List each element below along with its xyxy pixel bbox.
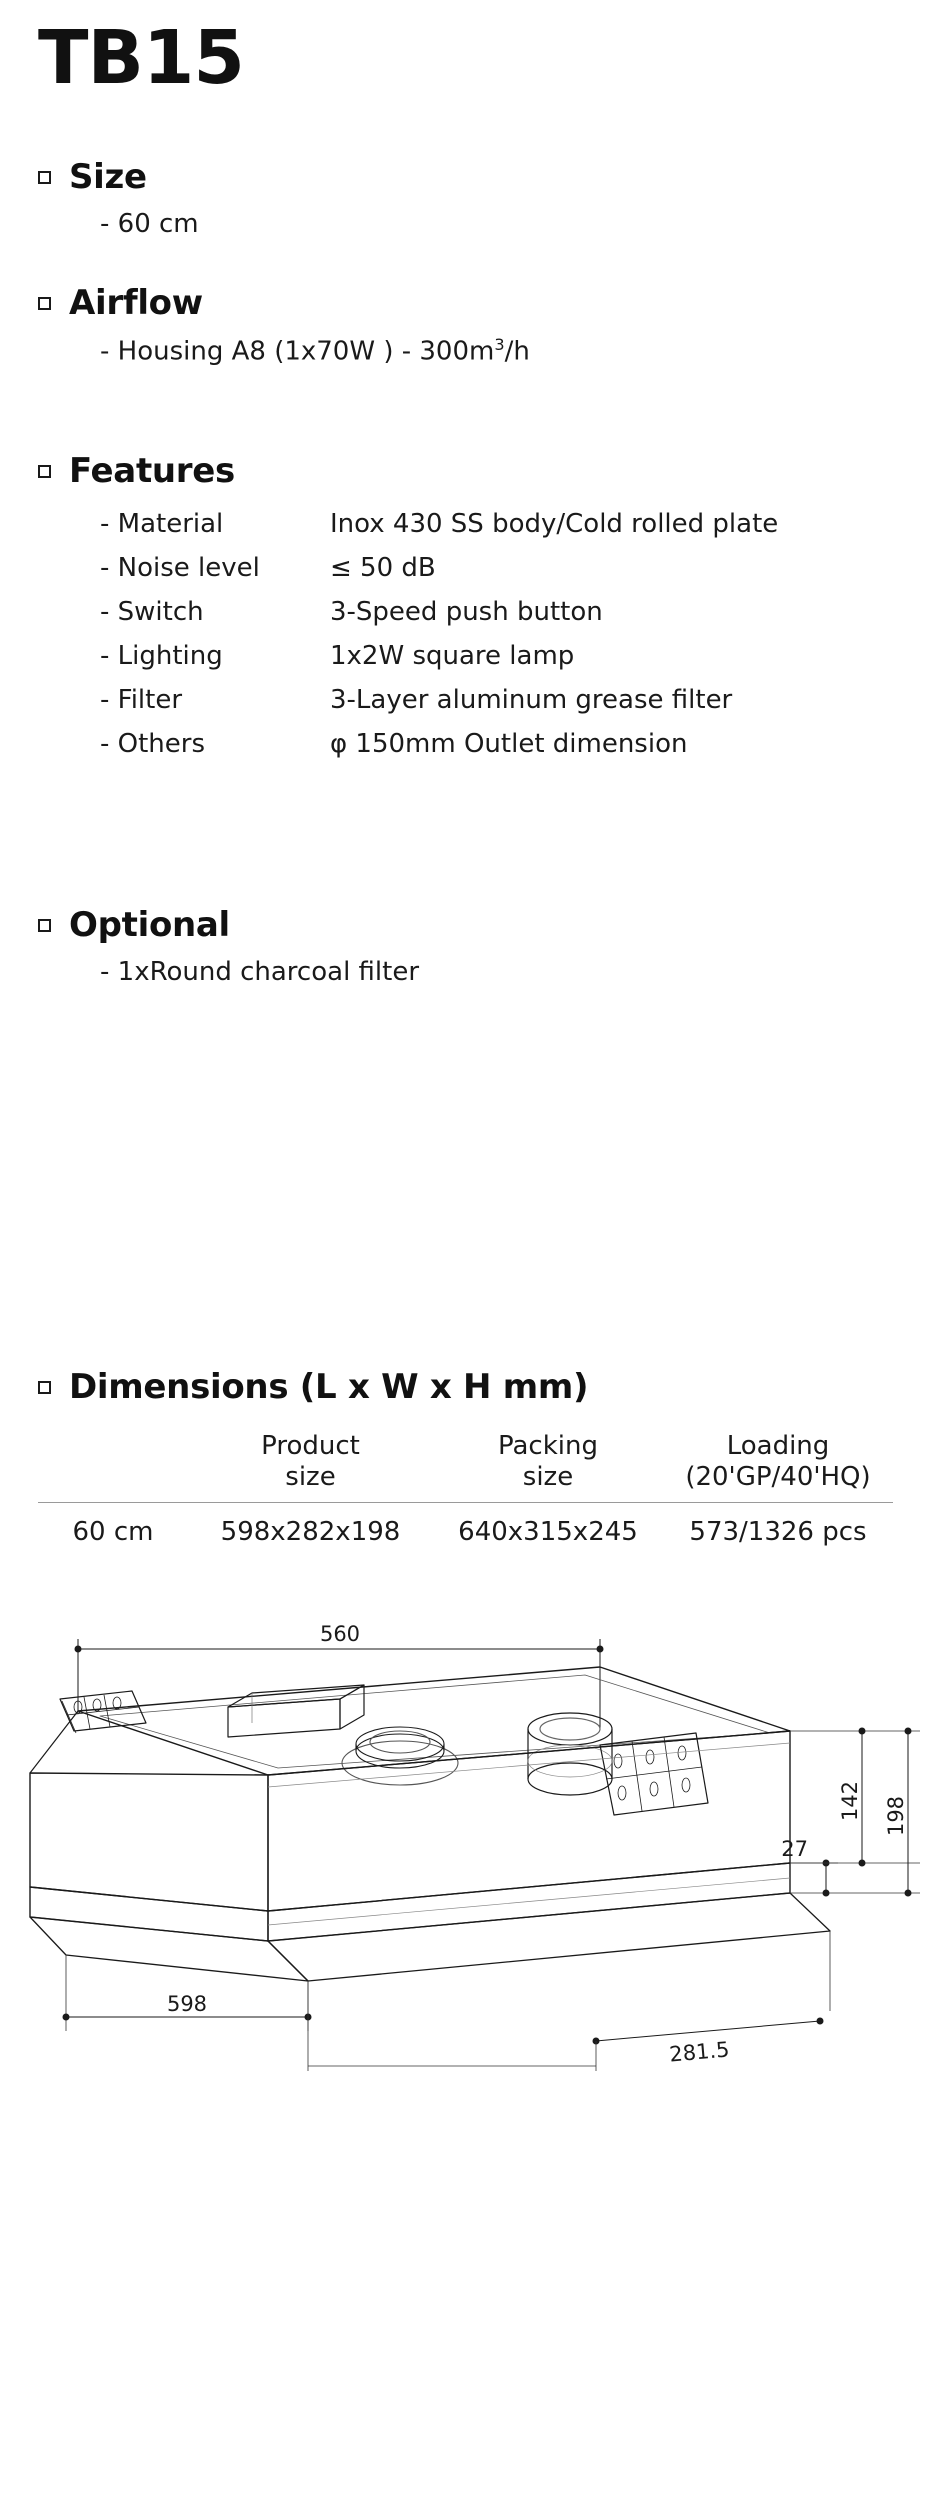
- dim-label-height-base: 27: [781, 1837, 808, 1862]
- feature-value: φ 150mm Outlet dimension: [330, 729, 688, 760]
- section-size-title: Size: [69, 157, 147, 198]
- section-airflow: [38, 283, 947, 367]
- cell-packing-size: 640x315x245: [458, 1517, 638, 1548]
- dim-label-bottom-width: 598: [166, 1992, 208, 2017]
- dim-label-top-width: 560: [319, 1622, 361, 1647]
- section-features-title: Features: [69, 451, 235, 492]
- table-row: [100, 641, 778, 685]
- technical-drawing: [0, 1611, 947, 2131]
- feature-key: - Others: [100, 729, 206, 760]
- feature-key: - Filter: [100, 685, 183, 716]
- column-header-product-size: [188, 1429, 433, 1503]
- feature-value: ≤ 50 dB: [330, 553, 436, 584]
- table-header-row: [38, 1429, 893, 1503]
- column-header-line1: Product: [261, 1431, 360, 1462]
- section-optional-value: - 1xRound charcoal filter: [100, 957, 420, 988]
- cell-product-size: 598x282x198: [220, 1517, 401, 1548]
- column-header-loading: [663, 1429, 893, 1503]
- section-airflow-title: Airflow: [69, 283, 203, 324]
- column-header-line1: Loading: [726, 1431, 830, 1462]
- section-features: [38, 451, 947, 773]
- table-row: [100, 685, 778, 729]
- feature-value: Inox 430 SS body/Cold rolled plate: [330, 509, 779, 540]
- dimensions-table: [38, 1429, 893, 1553]
- drawing-svg: [0, 1611, 947, 2131]
- section-airflow-header: [38, 283, 947, 323]
- airflow-text-pre: - Housing A8 (1x70W ) - 300m: [100, 337, 495, 368]
- column-header-line2: (20'GP/40'HQ): [685, 1461, 871, 1492]
- section-dimensions-title: Dimensions (L x W x H mm): [69, 1367, 589, 1408]
- section-optional-header: [38, 905, 947, 945]
- feature-value: 3-Layer aluminum grease filter: [330, 685, 733, 716]
- column-header-model: [38, 1429, 188, 1503]
- square-bullet-icon: [38, 297, 51, 310]
- section-optional-title: Optional: [69, 905, 230, 946]
- dim-label-depth: 281.5: [668, 2037, 731, 2067]
- airflow-exponent: 3: [494, 335, 505, 355]
- section-size-value: - 60 cm: [100, 209, 199, 240]
- square-bullet-icon: [38, 465, 51, 478]
- square-bullet-icon: [38, 1381, 51, 1394]
- cell-model: 60 cm: [72, 1517, 154, 1548]
- section-size-header: [38, 157, 947, 197]
- column-header-line1: Packing: [497, 1431, 598, 1462]
- section-optional: [38, 905, 947, 987]
- feature-key: - Noise level: [100, 553, 260, 584]
- airflow-text-post: /h: [504, 337, 530, 368]
- feature-key: - Switch: [100, 597, 204, 628]
- square-bullet-icon: [38, 171, 51, 184]
- section-features-header: [38, 451, 947, 491]
- column-header-line2: size: [522, 1461, 574, 1492]
- feature-value: 3-Speed push button: [330, 597, 603, 628]
- table-row: [100, 597, 778, 641]
- section-dimensions: [38, 1367, 947, 1407]
- section-airflow-value: [100, 335, 947, 367]
- product-spec-page: [0, 15, 947, 2171]
- feature-key: - Lighting: [100, 641, 223, 672]
- page-title: TB15: [38, 15, 244, 101]
- feature-value: 1x2W square lamp: [330, 641, 575, 672]
- column-header-packing-size: [433, 1429, 663, 1503]
- section-size: [38, 157, 947, 239]
- dim-label-height-total: 198: [884, 1796, 908, 1837]
- column-header-line2: size: [285, 1461, 336, 1492]
- table-row: [100, 729, 778, 773]
- cell-loading: 573/1326 pcs: [689, 1517, 867, 1548]
- table-row: [100, 509, 778, 553]
- table-row: [38, 1503, 893, 1554]
- square-bullet-icon: [38, 919, 51, 932]
- table-row: [100, 553, 778, 597]
- features-table: [100, 509, 778, 773]
- feature-key: - Material: [100, 509, 224, 540]
- dim-label-height-body: 142: [838, 1781, 862, 1822]
- dimensions-table-wrap: [38, 1429, 893, 1553]
- section-dimensions-header: [38, 1367, 947, 1407]
